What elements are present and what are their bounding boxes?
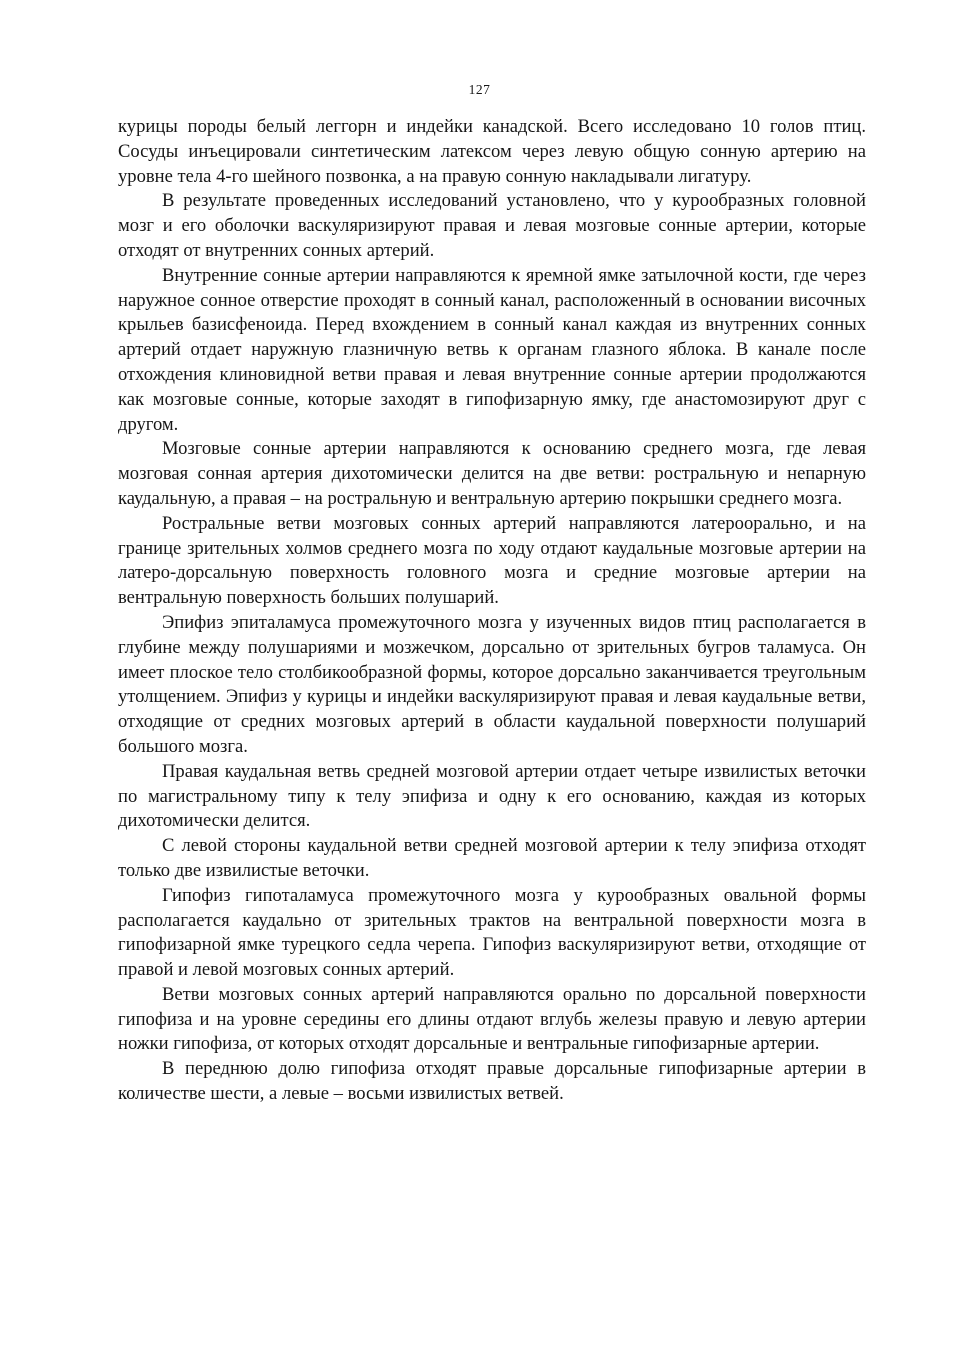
paragraph: С левой стороны каудальной ветви средней мозговой артерии к телу эпифиза отходят только две извилистые веточки. bbox=[118, 835, 866, 881]
paragraph: В результате проведенных исследований установлено, что у курообразных головной мозг и его оболочки васкуляризируют правая и левая мозговые сонные артерии, которые отходят от внутренних сонных артерий. bbox=[118, 190, 866, 261]
paragraph: Гипофиз гипоталамуса промежуточного мозга у курообразных овальной формы располагается каудально от зрительных трактов на вентральной поверхности мозга в гипофизарной ямке турецкого седла черепа. Гипофиз васкуляризируют ветви, отходящие от правой и левой мозговых сонных артерий. bbox=[118, 884, 866, 981]
paragraph: Мозговые сонные артерии направляются к основанию среднего мозга, где левая мозговая сонная артерия дихотомически делится на две ветви: ростральную и непарную каудальную, а правая – на ростральную и вентральную артерию покрышки среднего мозга. bbox=[118, 438, 866, 509]
body-text bbox=[118, 115, 866, 1107]
paragraph: Эпифиз эпиталамуса промежуточного мозга у изученных видов птиц располагается в глубине между полушариями и мозжечком, дорсально от зрительных бугров таламуса. Он имеет плоское тело столбикообразной формы, которое дорсально заканчивается треугольным утолщением. Эпифиз у курицы и индейки васкуляризируют правая и левая каудальные ветви, отходящие от средних мозговых артерий в области каудальной поверхности полушарий большого мозга. bbox=[118, 611, 866, 757]
page-number: 127 bbox=[468, 82, 491, 97]
paragraph: В переднюю долю гипофиза отходят правые дорсальные гипофизарные артерии в количестве шести, а левые – восьми извилистых ветвей. bbox=[118, 1058, 866, 1105]
paragraph: Правая каудальная ветвь средней мозговой артерии отдает четыре извилистых веточки по магистральному типу к телу эпифиза и одну к его основанию, каждая из которых дихотомически делится. bbox=[118, 760, 866, 832]
paragraph: Ветви мозговых сонных артерий направляются орально по дорсальной поверхности гипофиза и на уровне середины его длины отдают вглубь железы правую и левую артерии ножки гипофиза, от которых отходят дорсальные и вентральные гипофизарные артерии. bbox=[118, 983, 866, 1055]
paragraph: Внутренние сонные артерии направляются к яремной ямке затылочной кости, где через наружное сонное отверстие проходят в сонный канал, расположенный в основании височных крыльев базисфеноида. Перед вхождением в сонный канал каждая из внутренних сонных артерий отдает наружную глазничную ветвь к органам глазного яблока. В канале после отхождения клиновидной ветви правая и левая внутренние сонные артерии продолжаются как мозговые сонные, которые заходят в гипофизарную ямку, где анастомозируют друг с другом. bbox=[118, 264, 866, 435]
paragraph: курицы породы белый леггорн и индейки канадской. Всего исследовано 10 голов птиц. Сосуды инъецировали синтетическим латексом через левую общую сонную артерию на уровне тела 4-го шейного позвонка, а на правую сонную накладывали лигатуру. bbox=[118, 116, 866, 187]
paragraph: Ростральные ветви мозговых сонных артерий направляются латероорально, и на границе зрительных холмов среднего мозга по ходу отдают каудальные мозговые артерии на латеро-дорсальную поверхность головного мозга и средние мозговые артерии на вентральную поверхность больших полушарий. bbox=[118, 512, 866, 609]
